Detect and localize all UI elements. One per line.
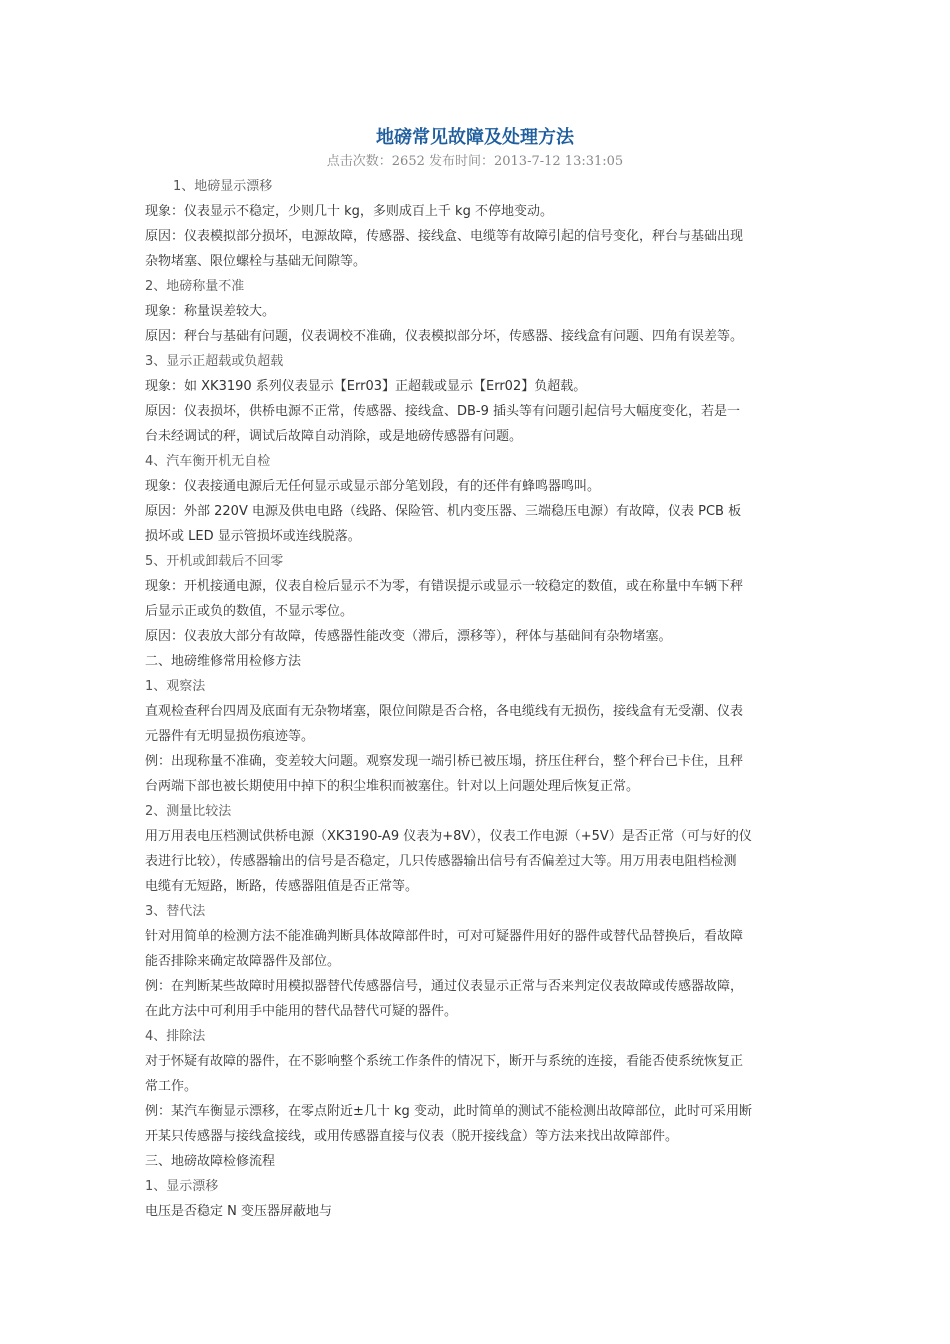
- paragraph-line: 损坏或 LED 显示管损坏或连线脱落。: [145, 529, 361, 544]
- paragraph-line: 针对用简单的检测方法不能准确判断具体故障部件时，可对可疑器件用好的器件或替代品替换后，看故障: [145, 929, 744, 944]
- paragraph-line: 杂物堵塞、限位螺栓与基础无间隙等。: [145, 254, 367, 269]
- paragraph-line: 现象：仪表显示不稳定，少则几十 kg，多则成百上千 kg 不停地变动。: [145, 204, 553, 219]
- paragraph-line: 对于怀疑有故障的器件，在不影响整个系统工作条件的情况下，断开与系统的连接，看能否使系统恢复正: [145, 1054, 744, 1069]
- section-heading: 4、排除法: [145, 1029, 206, 1044]
- paragraph-line: 电缆有无短路，断路，传感器阻值是否正常等。: [145, 879, 419, 894]
- paragraph-line: 例：出现称量不准确，变差较大问题。观察发现一端引桥已被压塌，挤压住秤台，整个秤台已卡住，且秤: [145, 754, 744, 769]
- paragraph-line: 现象：称量误差较大。: [145, 304, 276, 319]
- section-heading: 二、地磅维修常用检修方法: [145, 654, 302, 669]
- paragraph-line: 元器件有无明显损伤痕迹等。: [145, 729, 315, 744]
- paragraph-line: 原因：仪表模拟部分损坏，电源故障，传感器、接线盒、电缆等有故障引起的信号变化，秤台与基础出现: [145, 229, 744, 244]
- section-heading: 三、地磅故障检修流程: [145, 1154, 276, 1169]
- paragraph-line: 后显示正或负的数值，不显示零位。: [145, 604, 354, 619]
- paragraph-line: 原因：仪表放大部分有故障，传感器性能改变（滞后，漂移等），秤体与基础间有杂物堵塞。: [145, 629, 672, 644]
- paragraph-line: 开某只传感器与接线盒接线，或用传感器直接与仪表（脱开接线盒）等方法来找出故障部件。: [145, 1129, 679, 1144]
- paragraph-line: 表进行比较），传感器输出的信号是否稳定，几只传感器输出信号有否偏差过大等。用万用表电阻档检测: [145, 854, 737, 869]
- paragraph-line: 在此方法中可利用手中能用的替代品替代可疑的器件。: [145, 1004, 458, 1019]
- paragraph-line: 现象：开机接通电源，仪表自检后显示不为零，有错误提示或显示一较稳定的数值，或在称量中车辆下秤: [145, 579, 744, 594]
- section-heading: 2、地磅称量不准: [145, 279, 245, 294]
- paragraph-line: 用万用表电压档测试供桥电源（XK3190-A9 仪表为+8V），仪表工作电源（+5V）是否正常（可与好的仪: [145, 829, 752, 844]
- article-meta: 点击次数：2652 发布时间：2013-7-12 13:31:05: [326, 154, 624, 169]
- section-heading: 1、显示漂移: [145, 1179, 219, 1194]
- section-heading: 2、测量比较法: [145, 804, 232, 819]
- paragraph-line: 例：某汽车衡显示漂移，在零点附近±几十 kg 变动，此时简单的测试不能检测出故障部位，此时可采用断: [145, 1104, 752, 1119]
- section-heading: 4、汽车衡开机无自检: [145, 454, 271, 469]
- paragraph-line: 电压是否稳定 N 变压器屏蔽地与: [145, 1204, 332, 1219]
- paragraph-line: 直观检查秤台四周及底面有无杂物堵塞，限位间隙是否合格，各电缆线有无损伤，接线盒有无受潮、仪表: [145, 704, 744, 719]
- article-body: [145, 174, 810, 1224]
- section-heading: 3、替代法: [145, 904, 206, 919]
- paragraph-line: 原因：仪表损坏，供桥电源不正常，传感器、接线盒、DB-9 插头等有问题引起信号大幅度变化，若是一: [145, 404, 741, 419]
- section-heading: 5、开机或卸载后不回零: [145, 554, 284, 569]
- section-heading: 1、观察法: [145, 679, 206, 694]
- section-heading: 1、地磅显示漂移: [173, 179, 273, 194]
- paragraph-line: 现象：仪表接通电源后无任何显示或显示部分笔划段，有的还伴有蜂鸣器鸣叫。: [145, 479, 601, 494]
- paragraph-line: 原因：外部 220V 电源及供电电路（线路、保险管、机内变压器、三端稳压电源）有故障，仪表 PCB 板: [145, 504, 742, 519]
- section-heading: 3、显示正超载或负超载: [145, 354, 284, 369]
- paragraph-line: 台两端下部也被长期使用中掉下的积尘堆积而被塞住。针对以上问题处理后恢复正常。: [145, 779, 640, 794]
- paragraph-line: 能否排除来确定故障器件及部位。: [145, 954, 341, 969]
- paragraph-line: 现象：如 XK3190 系列仪表显示【Err03】正超载或显示【Err02】负超载。: [145, 379, 587, 394]
- paragraph-line: 常工作。: [145, 1079, 198, 1094]
- paragraph-line: 例：在判断某些故障时用模拟器替代传感器信号，通过仪表显示正常与否来判定仪表故障或传感器故障，: [145, 979, 744, 994]
- paragraph-line: 台未经调试的秤，调试后故障自动消除，或是地磅传感器有问题。: [145, 429, 523, 444]
- page-title: 地磅常见故障及处理方法: [376, 127, 574, 148]
- paragraph-line: 原因：秤台与基础有问题，仪表调校不准确，仪表模拟部分坏，传感器、接线盒有问题、四角有误差等。: [145, 329, 744, 344]
